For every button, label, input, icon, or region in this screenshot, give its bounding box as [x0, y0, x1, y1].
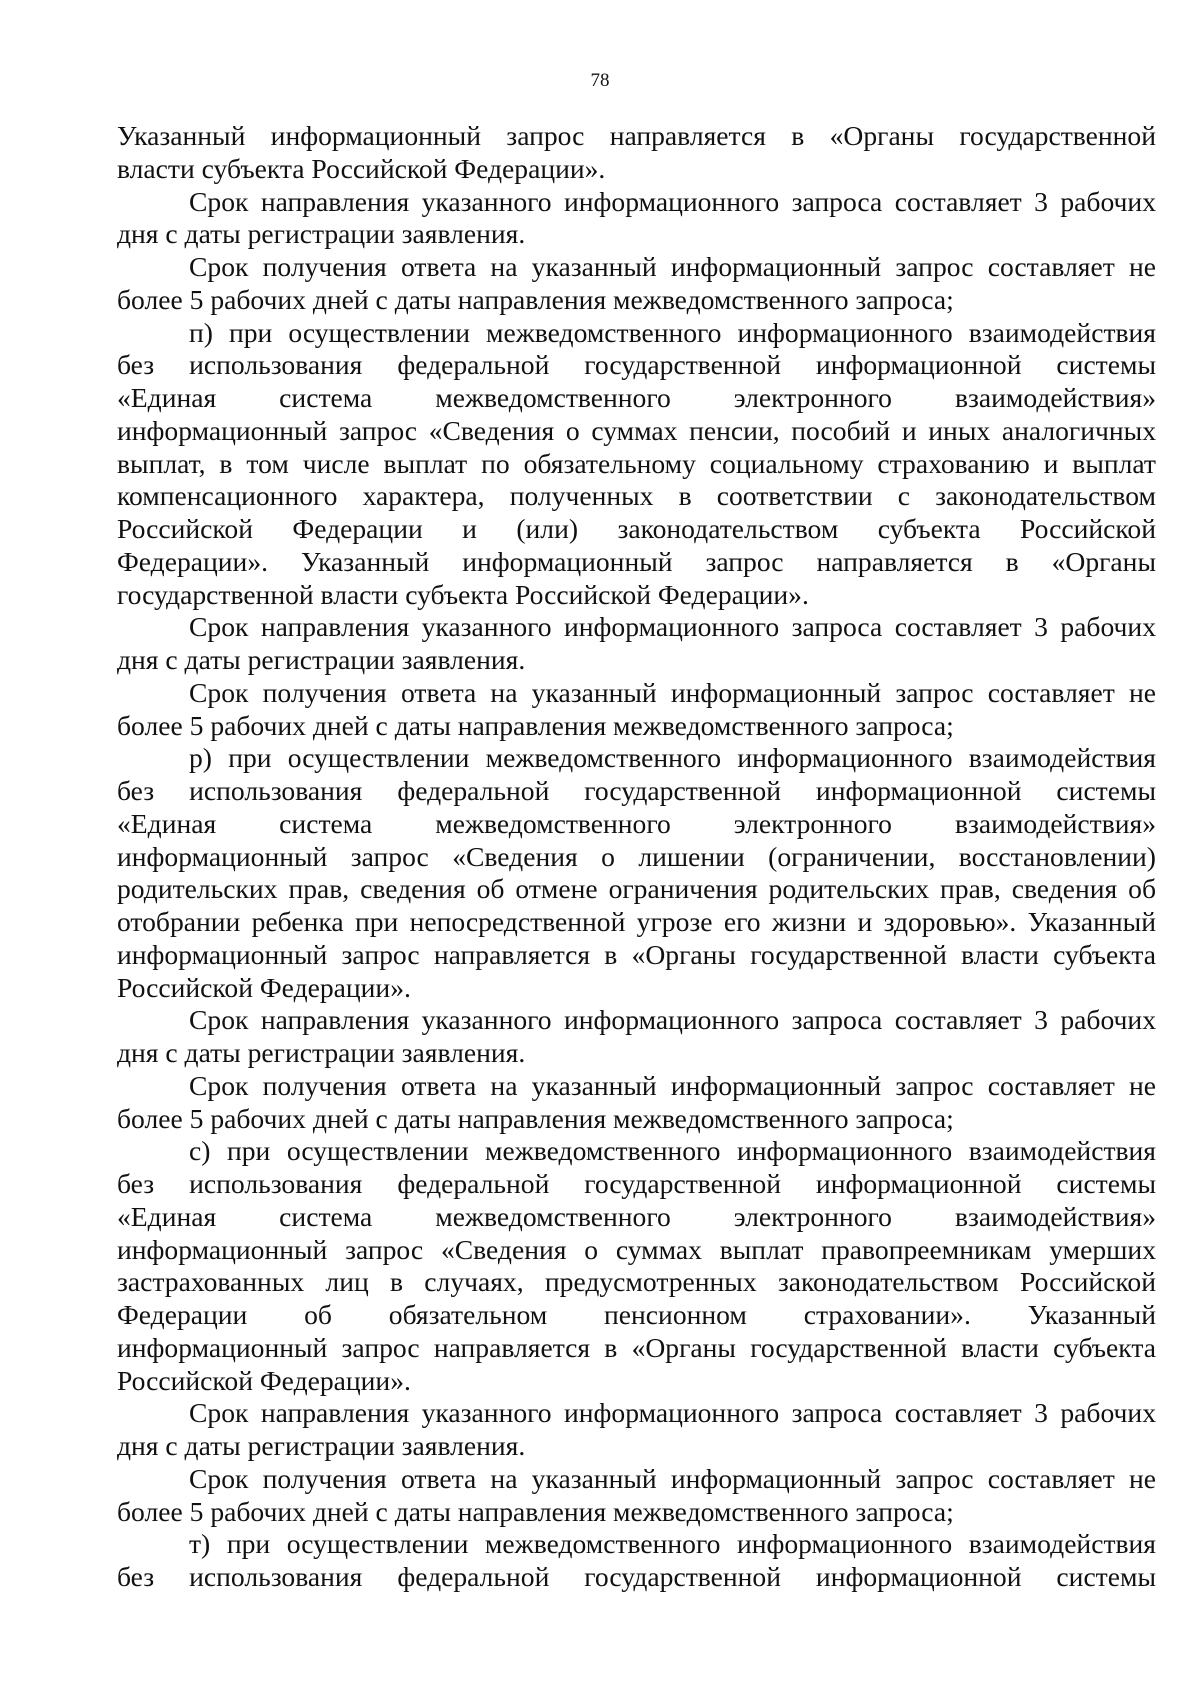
text-line: «Единая система межведомственного электронного взаимодействия» [117, 382, 1156, 413]
text-line: без использования федеральной государственной информационной системы [117, 775, 1156, 806]
text-line: информационный запрос направляется в «Органы государственной власти субъекта [117, 1331, 1156, 1363]
text-line: «Единая система межведомственного электронного взаимодействия» [117, 807, 1156, 839]
text-line: п) при осуществлении межведомственного информационного взаимодействия [189, 316, 1156, 348]
text-line: т) при осуществлении межведомственного информационного взаимодействия [189, 1528, 1156, 1560]
text-line: власти субъекта Российской Федерации». [117, 152, 606, 184]
document-body [117, 120, 1156, 1594]
text-line: Российской Федерации». [117, 971, 411, 1003]
page-number: 78 [590, 70, 610, 91]
text-line: информационный запрос «Сведения о суммах выплат правопреемникам умерших [117, 1233, 1156, 1265]
text-line: дня с даты регистрации заявления. [117, 218, 526, 250]
text-line: информационный запрос «Сведения о суммах пенсии, пособий и иных аналогичных [117, 414, 1156, 446]
text-line: Срок направления указанного информационного запроса составляет 3 рабочих [189, 611, 1156, 643]
text-line: дня с даты регистрации заявления. [117, 1037, 526, 1068]
text-line: более 5 рабочих дней с даты направления межведомственного запроса; [117, 283, 954, 315]
text-line: Федерации об обязательном пенсионном страховании». Указанный [117, 1299, 1156, 1330]
text-line: «Единая система межведомственного электронного взаимодействия» [117, 1200, 1156, 1232]
text-line: выплат, в том числе выплат по обязательному социальному страхованию и выплат [117, 447, 1156, 479]
text-line: более 5 рабочих дней с даты направления межведомственного запроса; [117, 1495, 954, 1527]
text-line: Указанный информационный запрос направляется в «Органы государственной [117, 120, 1156, 151]
text-line: более 5 рабочих дней с даты направления межведомственного запроса; [117, 1102, 954, 1134]
text-line: Срок направления указанного информационного запроса составляет 3 рабочих [189, 1004, 1156, 1036]
text-line: дня с даты регистрации заявления. [117, 644, 526, 675]
text-line: Российской Федерации». [117, 1364, 411, 1396]
text-line: Федерации». Указанный информационный запрос направляется в «Органы [117, 545, 1156, 577]
text-line: информационный запрос направляется в «Органы государственной власти субъекта [117, 938, 1156, 970]
text-line: Российской Федерации и (или) законодательством субъекта Российской [117, 513, 1156, 544]
text-line: Срок получения ответа на указанный информационный запрос составляет не [189, 251, 1156, 282]
text-line: Срок направления указанного информационного запроса составляет 3 рабочих [189, 185, 1156, 217]
text-line: информационный запрос «Сведения о лишении (ограничении, восстановлении) [117, 840, 1156, 872]
text-line: дня с даты регистрации заявления. [117, 1430, 526, 1461]
text-line: Срок направления указанного информационного запроса составляет 3 рабочих [189, 1397, 1156, 1429]
text-line: застрахованных лиц в случаях, предусмотренных законодательством Российской [117, 1266, 1156, 1298]
text-line: государственной власти субъекта Российской Федерации». [117, 578, 809, 610]
text-line: Срок получения ответа на указанный информационный запрос составляет не [189, 676, 1156, 708]
text-line: без использования федеральной государственной информационной системы [117, 349, 1156, 381]
text-line: без использования федеральной государственной информационной системы [117, 1168, 1156, 1199]
text-line: более 5 рабочих дней с даты направления межведомственного запроса; [117, 709, 954, 741]
text-line: отобрании ребенка при непосредственной угрозе его жизни и здоровью». Указанный [117, 906, 1156, 937]
text-line: родительских прав, сведения об отмене ограничения родительских прав, сведения об [117, 873, 1156, 905]
text-line: Срок получения ответа на указанный информационный запрос составляет не [189, 1069, 1156, 1101]
text-line: без использования федеральной государственной информационной системы [117, 1561, 1156, 1592]
text-line: Срок получения ответа на указанный информационный запрос составляет не [189, 1462, 1156, 1494]
text-line: компенсационного характера, полученных в соответствии с законодательством [117, 480, 1156, 512]
text-line: с) при осуществлении межведомственного информационного взаимодействия [189, 1135, 1156, 1167]
text-line: р) при осуществлении межведомственного информационного взаимодействия [189, 742, 1156, 774]
